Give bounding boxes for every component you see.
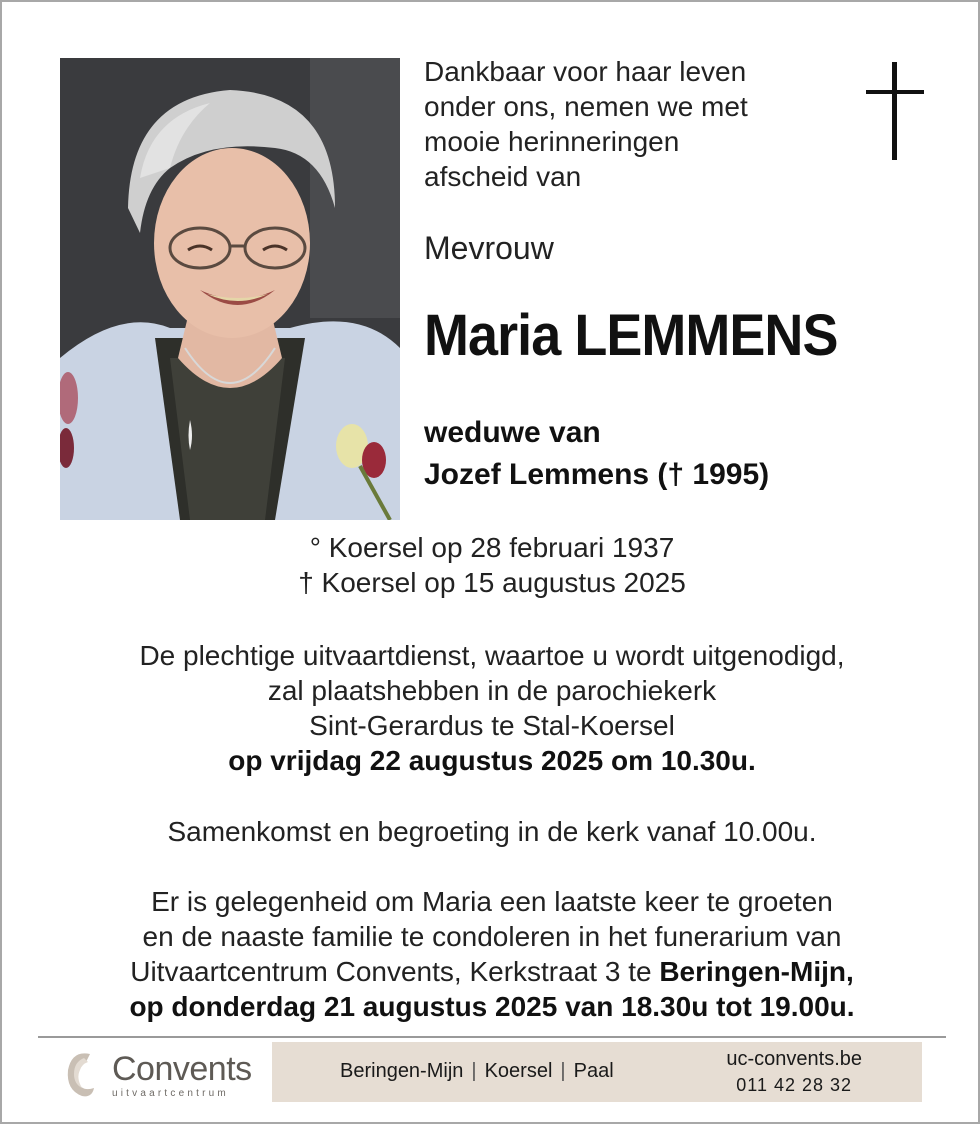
visit-line: en de naaste familie te condoleren in het funerarium van: [142, 921, 842, 952]
convents-logo: [62, 1048, 272, 1104]
spouse-name: Jozef Lemmens († 1995): [424, 458, 770, 491]
visit-place: Beringen-Mijn,: [659, 956, 854, 987]
life-dates: [42, 530, 942, 600]
location-separator: |: [471, 1060, 477, 1082]
website-link[interactable]: uc-convents.be: [726, 1048, 862, 1070]
footer-divider: [38, 1036, 946, 1038]
phone-number: 011 42 28 32: [736, 1075, 853, 1095]
portrait-illustration: [60, 58, 400, 520]
visit-line: Er is gelegenheid om Maria een laatste keer te groeten: [151, 886, 833, 917]
intro-line: afscheid van: [424, 161, 582, 192]
location-separator: |: [560, 1060, 566, 1082]
intro-line: onder ons, nemen we met: [424, 91, 748, 122]
service-line: zal plaatshebben in de parochiekerk: [267, 675, 717, 706]
widow-line: weduwe van: [424, 416, 601, 449]
birth-date: ° Koersel op 28 februari 1937: [309, 532, 675, 563]
service-line: Sint-Gerardus te Stal-Koersel: [309, 710, 675, 741]
death-date: † Koersel op 15 augustus 2025: [298, 567, 686, 598]
service-datetime: op vrijdag 22 augustus 2025 om 10.30u.: [228, 745, 756, 776]
funeral-service: [42, 638, 942, 778]
deceased-name: Maria LEMMENS: [424, 303, 838, 368]
contact-info: [726, 1048, 862, 1096]
convents-logo-icon: [62, 1048, 102, 1100]
visit-datetime: op donderdag 21 augustus 2025 van 18.30u tot 19.00u.: [129, 991, 855, 1022]
location-list: [340, 1060, 614, 1083]
intro-line: Dankbaar voor haar leven: [424, 56, 747, 87]
salutation: Mevrouw: [424, 230, 554, 266]
visit-line: [42, 954, 942, 989]
footer-contact-bar: [272, 1042, 922, 1102]
visit-address: Uitvaartcentrum Convents, Kerkstraat 3 te: [130, 956, 660, 987]
meeting-info: Samenkomst en begroeting in de kerk vanaf 10.00u.: [167, 816, 817, 847]
visitation-info: [42, 884, 942, 1024]
location-item: Paal: [573, 1060, 614, 1082]
logo-brand-name: Convents: [112, 1050, 252, 1088]
location-item: Koersel: [484, 1060, 553, 1082]
service-line: De plechtige uitvaartdienst, waartoe u wordt uitgenodigd,: [139, 640, 845, 671]
widow-of: [424, 412, 769, 496]
intro-text: [424, 54, 844, 194]
latin-cross-icon: [866, 62, 924, 160]
logo-tagline: uitvaartcentrum: [112, 1088, 229, 1099]
location-item: Beringen-Mijn: [340, 1060, 464, 1082]
portrait-photo: [60, 58, 400, 520]
intro-line: mooie herinneringen: [424, 126, 680, 157]
